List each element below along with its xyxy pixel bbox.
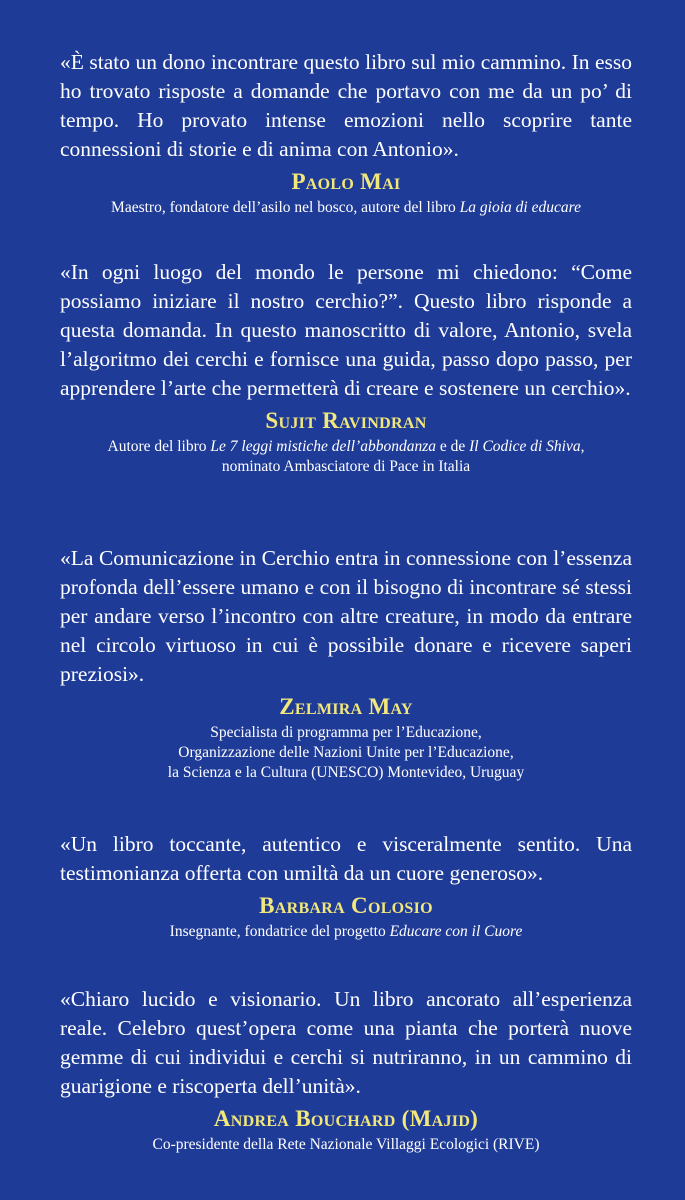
testimonial-role — [60, 922, 632, 942]
role-line-1 — [60, 437, 632, 457]
testimonial-2 — [60, 258, 632, 477]
role-line-3: la Scienza e la Cultura (UNESCO) Montevideo, Uruguay — [167, 764, 525, 781]
book-title: Il Codice di Shiva — [469, 438, 581, 455]
testimonial-role — [60, 437, 632, 477]
role-text: Autore del libro — [107, 438, 211, 455]
book-title: La gioia di educare — [459, 199, 581, 216]
testimonial-4 — [60, 830, 632, 942]
testimonial-5 — [60, 985, 632, 1155]
testimonial-author: Zelmira May — [279, 694, 413, 719]
role-line-2: nominato Ambasciatore di Pace in Italia — [221, 458, 471, 475]
testimonial-quote: «Un libro toccante, autentico e visceralmente sentito. Una testimonianza offerta con umiltà da un cuore generoso». — [60, 832, 632, 885]
testimonial-author: Sujit Ravindran — [265, 408, 427, 433]
role-line-2: Organizzazione delle Nazioni Unite per l’Educazione, — [178, 744, 514, 761]
role-text: Insegnante, fondatrice del progetto — [169, 923, 390, 940]
role-text: e de — [435, 438, 470, 455]
testimonial-quote: «Chiaro lucido e visionario. Un libro ancorato all’esperienza reale. Celebro quest’opera come una pianta che porterà nuove gemme di cui individui e cerchi si nutriranno, in un cammino di guarigione e riscoperta dell’unità». — [60, 987, 632, 1098]
book-title: Le 7 leggi mistiche dell’abbondanza — [210, 438, 436, 455]
role-text: , — [580, 438, 585, 455]
testimonial-role — [60, 198, 632, 218]
testimonial-role — [60, 1135, 632, 1155]
testimonial-author: Paolo Mai — [291, 169, 401, 194]
testimonial-quote: «In ogni luogo del mondo le persone mi chiedono: “Come possiamo iniziare il nostro cerchio?”. Questo libro risponde a questa domanda. In questo manoscritto di valore, Antonio, svela l’algoritmo dei cerchi e fornisce una guida, passo dopo passo, per apprendere l’arte che permetterà di creare e sostenere un cerchio». — [60, 260, 632, 400]
testimonial-role — [60, 723, 632, 783]
testimonial-author: Barbara Colosio — [259, 893, 433, 918]
testimonial-3 — [60, 544, 632, 783]
testimonial-quote: «È stato un dono incontrare questo libro sul mio cammino. In esso ho trovato risposte a domande che portavo con me da un po’ di tempo. Ho provato intense emozioni nello scoprire tante connessioni di storie e di anima con Antonio». — [60, 50, 632, 161]
role-text: Maestro, fondatore dell’asilo nel bosco, autore del libro — [111, 199, 460, 216]
role-line-1: Co-presidente della Rete Nazionale Villaggi Ecologici (RIVE) — [152, 1136, 540, 1153]
testimonial-quote: «La Comunicazione in Cerchio entra in connessione con l’essenza profonda dell’essere umano e con il bisogno di incontrare sé stessi per andare verso l’incontro con altre creature, in modo da entrare nel circolo virtuoso in cui è possibile donare e ricevere saperi preziosi». — [60, 546, 632, 686]
role-line-1: Specialista di programma per l’Educazione, — [210, 724, 482, 741]
testimonial-1 — [60, 48, 632, 218]
book-title: Educare con il Cuore — [389, 923, 523, 940]
testimonial-author: Andrea Bouchard (Majid) — [213, 1106, 479, 1131]
